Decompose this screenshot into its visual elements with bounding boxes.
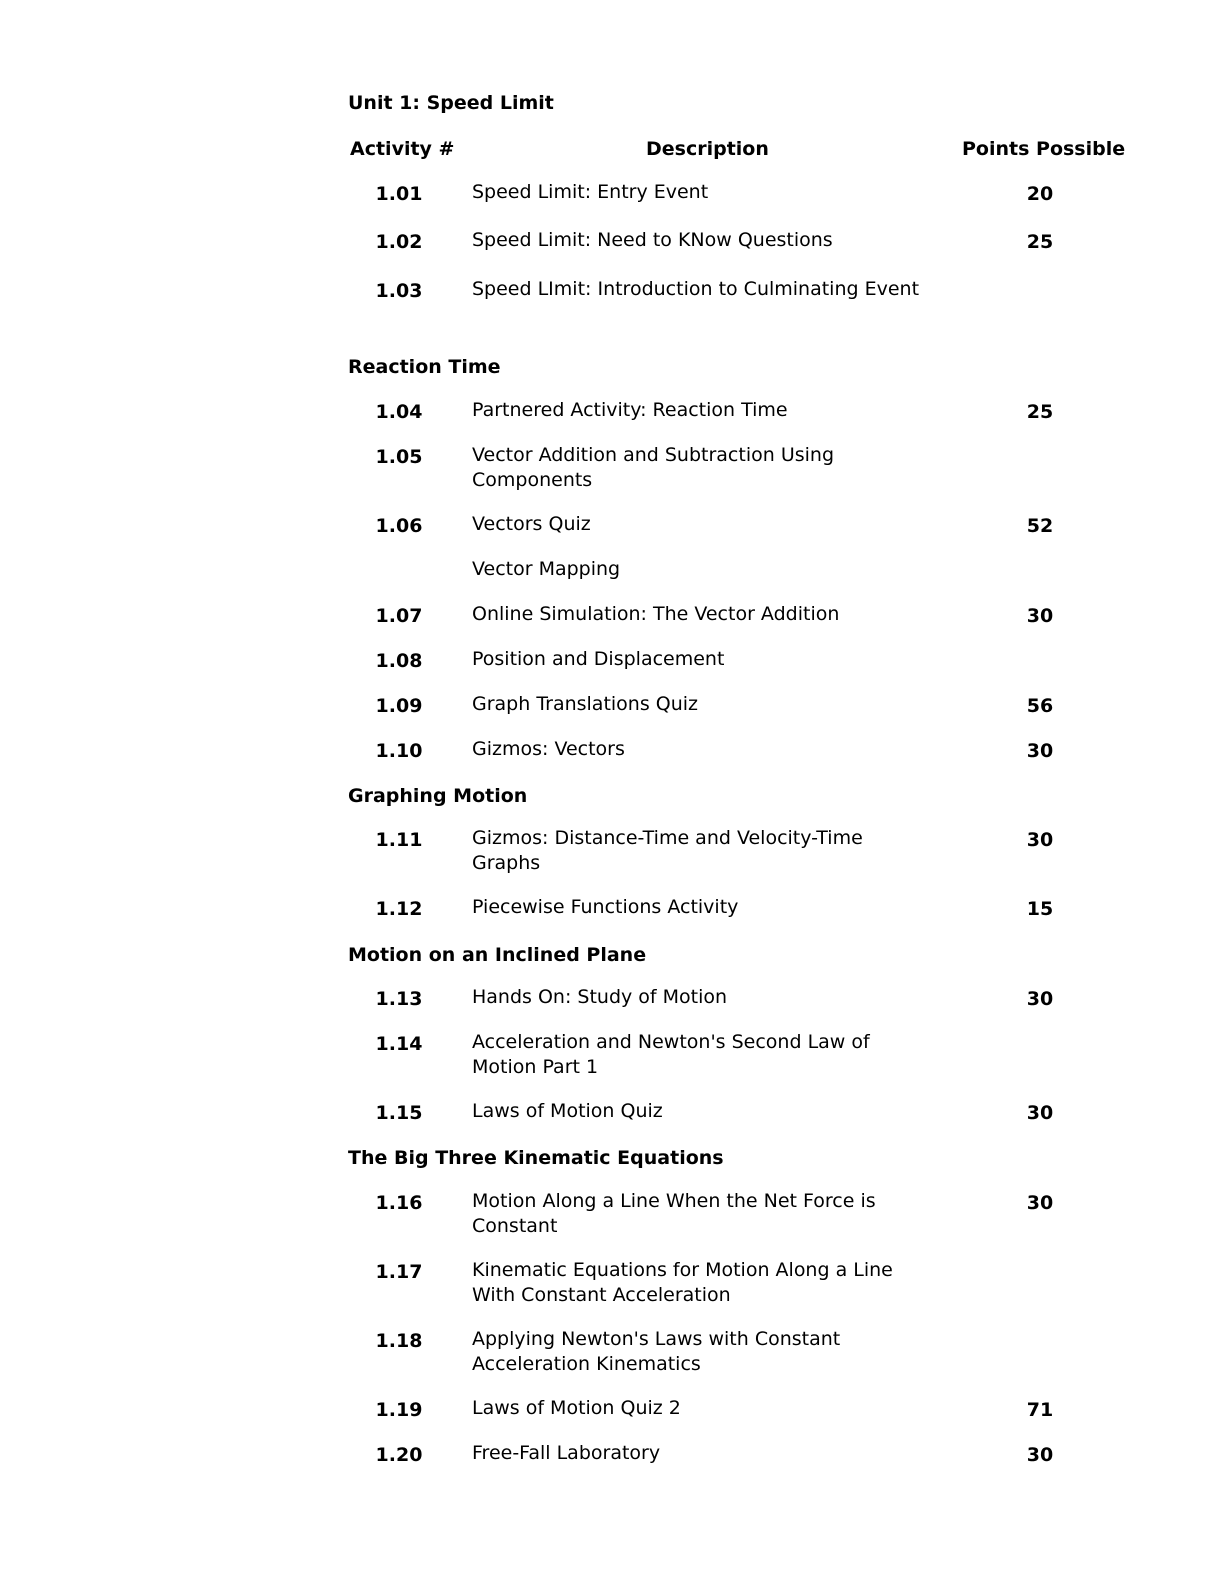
activity-description: Laws of Motion Quiz <box>472 1100 663 1122</box>
points-value: 71 <box>1026 1399 1054 1421</box>
activity-description: Acceleration and Newton's Second Law of Motion Part 1 <box>472 1031 870 1078</box>
section-heading: Motion on an Inclined Plane <box>348 944 647 966</box>
activity-description: Graph Translations Quiz <box>472 693 699 715</box>
points-value: 52 <box>1026 515 1054 537</box>
points-value: 30 <box>1026 740 1054 762</box>
description-column-header: Description <box>646 138 769 160</box>
activity-description: Motion Along a Line When the Net Force is Constant <box>472 1190 876 1237</box>
activity-number: 1.20 <box>375 1444 423 1466</box>
activity-number: 1.07 <box>375 605 423 627</box>
section-heading: Reaction Time <box>348 356 501 378</box>
activity-number: 1.14 <box>375 1033 423 1055</box>
activity-number: 1.19 <box>375 1399 423 1421</box>
points-value: 30 <box>1026 829 1054 851</box>
activity-description: Hands On: Study of Motion <box>472 986 728 1008</box>
activity-number: 1.10 <box>375 740 423 762</box>
activity-number: 1.01 <box>375 183 423 205</box>
activity-description: Online Simulation: The Vector Addition <box>472 603 840 625</box>
points-column-header: Points Possible <box>962 138 1126 160</box>
points-value: 25 <box>1026 401 1054 423</box>
section-heading: The Big Three Kinematic Equations <box>348 1147 724 1169</box>
activity-description: Speed LImit: Introduction to Culminating Event <box>472 278 920 300</box>
activity-column-header: Activity # <box>350 138 455 160</box>
activity-description: Speed Limit: Entry Event <box>472 181 709 203</box>
activity-number: 1.12 <box>375 898 423 920</box>
activity-description: Piecewise Functions Activity <box>472 896 739 918</box>
activity-number: 1.18 <box>375 1330 423 1352</box>
points-value: 25 <box>1026 231 1054 253</box>
activity-number: 1.08 <box>375 650 423 672</box>
points-value: 56 <box>1026 695 1054 717</box>
activity-description: Speed Limit: Need to KNow Questions <box>472 229 833 251</box>
activity-number: 1.02 <box>375 231 423 253</box>
activity-description: Gizmos: Distance-Time and Velocity-Time Graphs <box>472 827 863 874</box>
points-value: 30 <box>1026 988 1054 1010</box>
points-value: 20 <box>1026 183 1054 205</box>
activity-description: Laws of Motion Quiz 2 <box>472 1397 681 1419</box>
activity-number: 1.05 <box>375 446 423 468</box>
activity-number: 1.06 <box>375 515 423 537</box>
activity-description: Vector Mapping <box>472 558 621 580</box>
points-value: 30 <box>1026 605 1054 627</box>
section-heading: Graphing Motion <box>348 785 528 807</box>
activity-number: 1.11 <box>375 829 423 851</box>
activity-description: Partnered Activity: Reaction Time <box>472 399 788 421</box>
activity-description: Kinematic Equations for Motion Along a Line With Constant Acceleration <box>472 1259 893 1306</box>
activity-description: Vectors Quiz <box>472 513 591 535</box>
activity-number: 1.16 <box>375 1192 423 1214</box>
activity-number: 1.03 <box>375 280 423 302</box>
activity-number: 1.04 <box>375 401 423 423</box>
points-value: 15 <box>1026 898 1054 920</box>
points-value: 30 <box>1026 1444 1054 1466</box>
activity-number: 1.13 <box>375 988 423 1010</box>
activity-number: 1.09 <box>375 695 423 717</box>
activity-description: Vector Addition and Subtraction Using Components <box>472 444 835 491</box>
points-value: 30 <box>1026 1102 1054 1124</box>
activity-description: Applying Newton's Laws with Constant Acceleration Kinematics <box>472 1328 841 1375</box>
points-value: 30 <box>1026 1192 1054 1214</box>
activity-description: Free-Fall Laboratory <box>472 1442 661 1464</box>
activity-description: Position and Displacement <box>472 648 725 670</box>
activity-description: Gizmos: Vectors <box>472 738 625 760</box>
activity-number: 1.17 <box>375 1261 423 1283</box>
activity-number: 1.15 <box>375 1102 423 1124</box>
unit-title: Unit 1: Speed Limit <box>348 92 554 114</box>
